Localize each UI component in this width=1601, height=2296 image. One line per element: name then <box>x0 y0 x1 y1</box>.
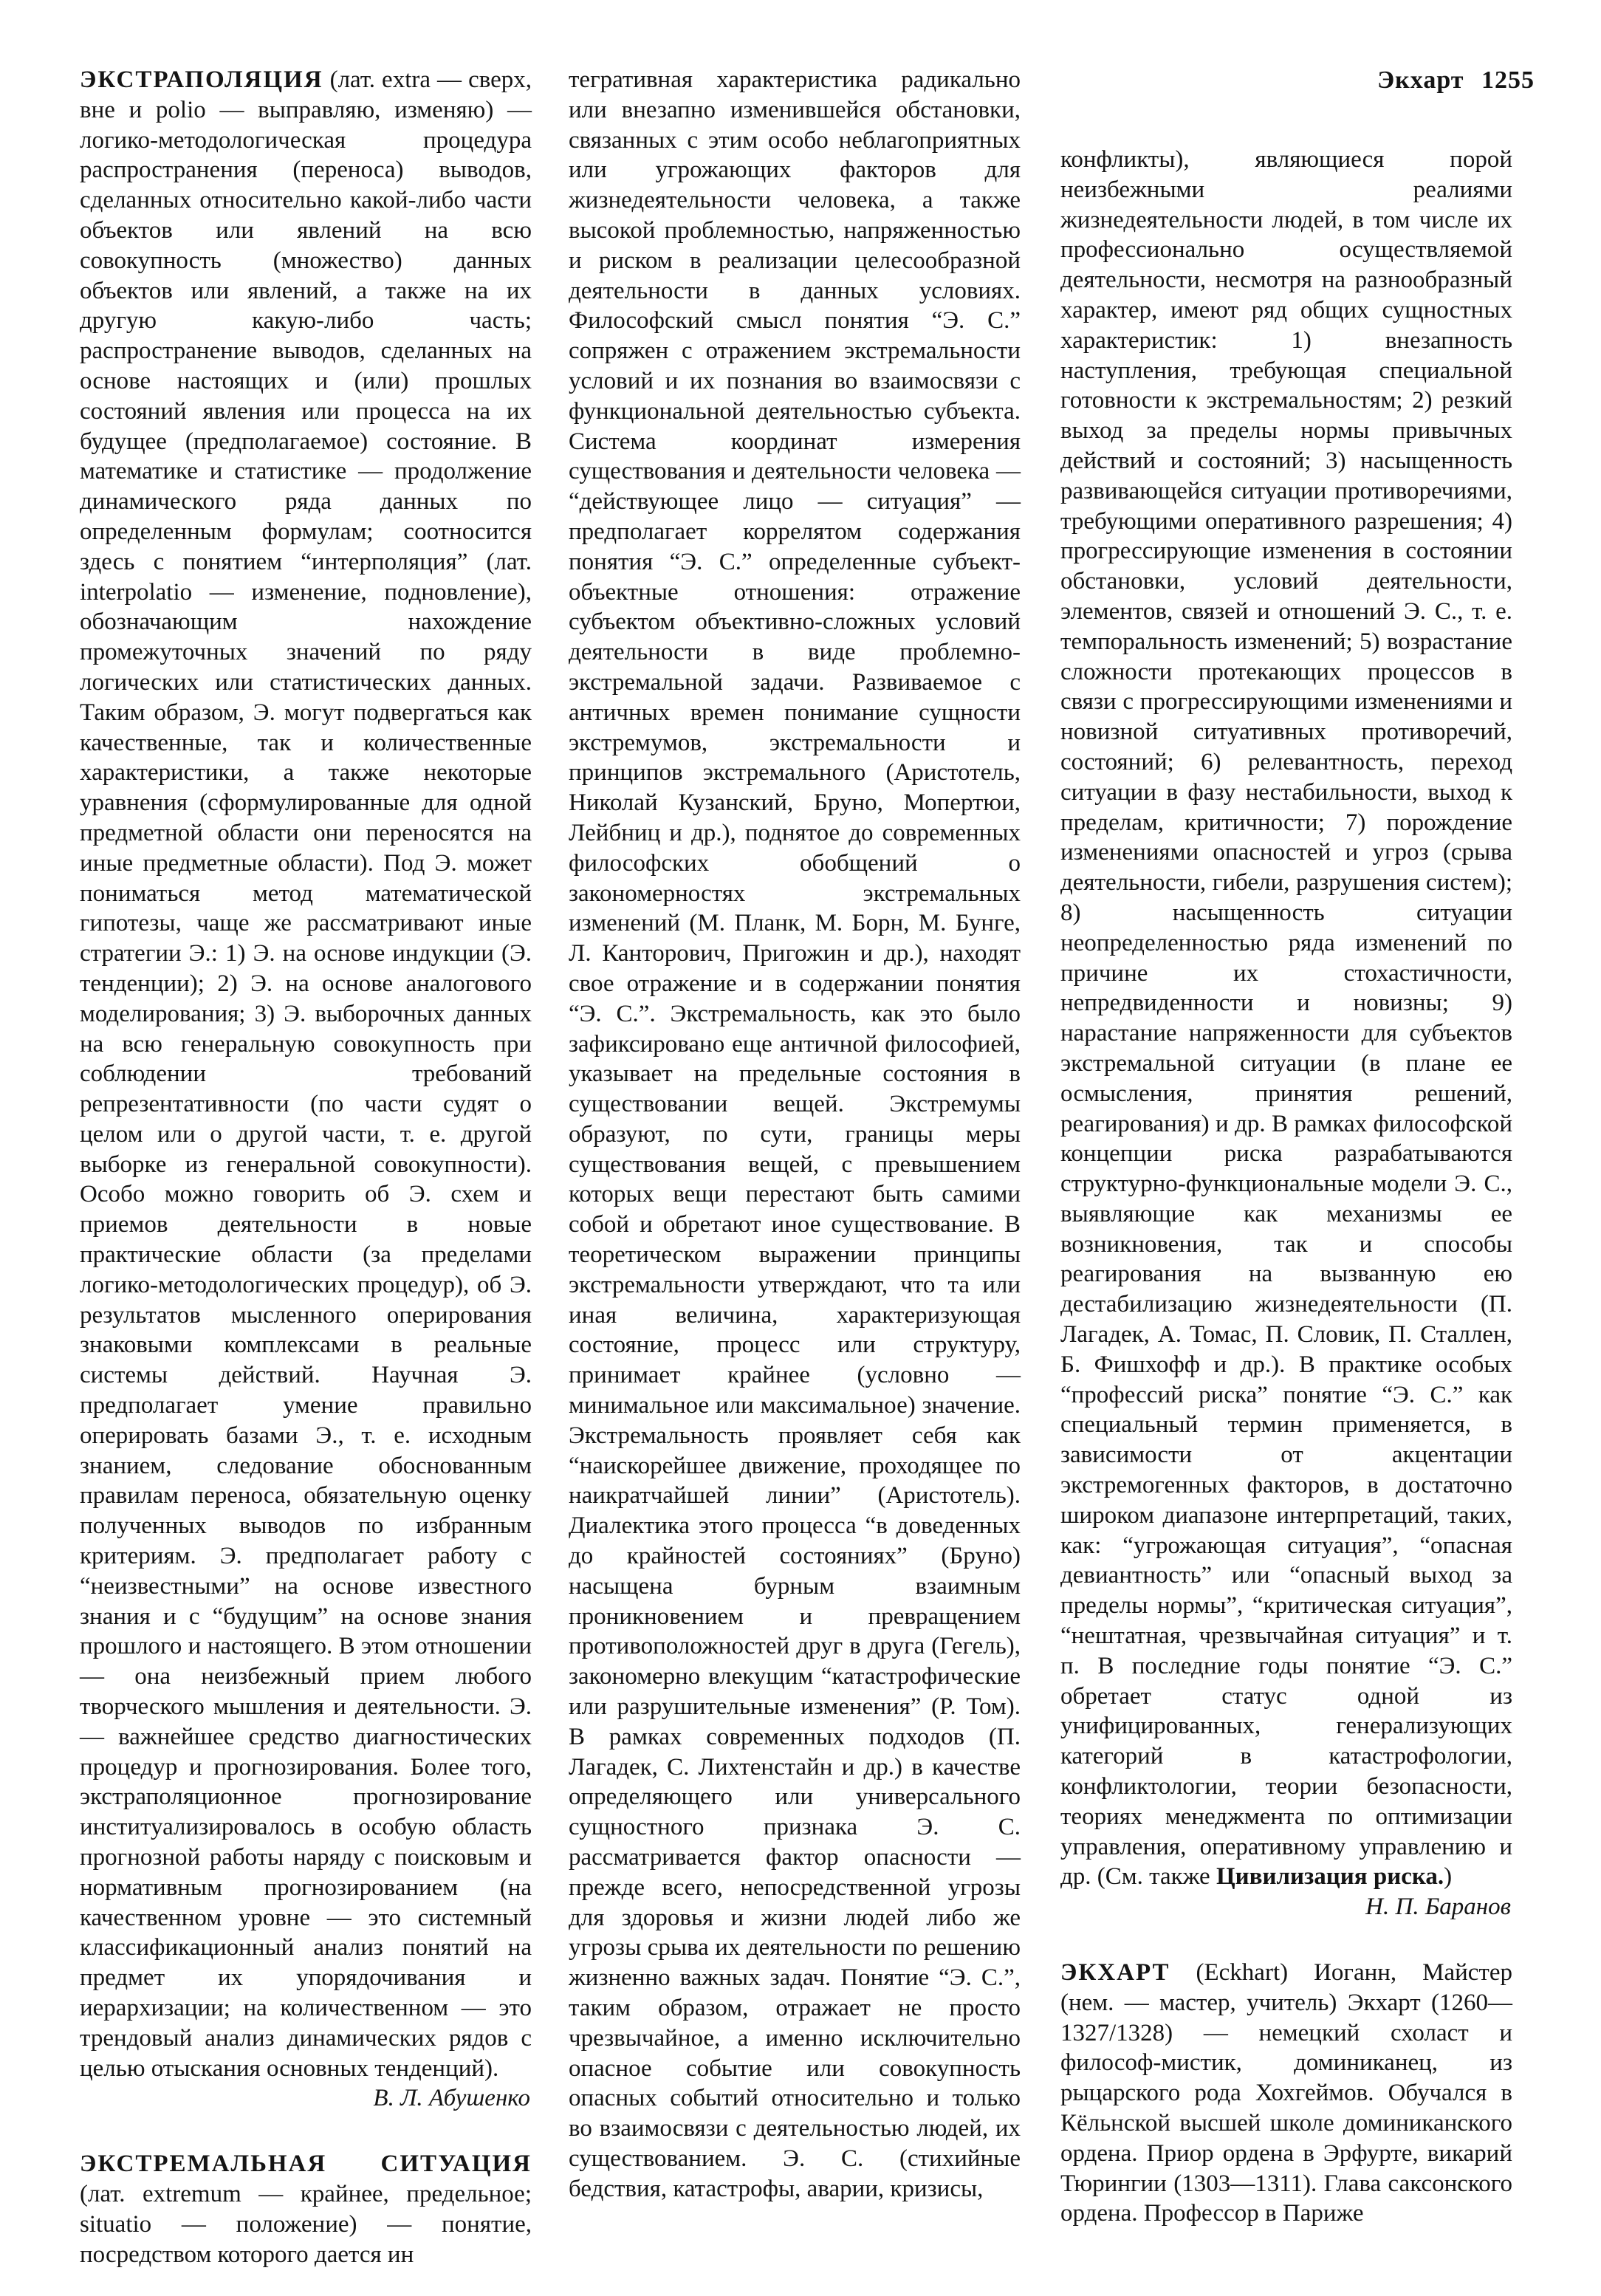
running-head-word: Экхарт <box>1377 66 1464 94</box>
column-2 <box>569 65 1021 2204</box>
entry-eckhart <box>1060 1958 1512 2229</box>
author-signature: В. Л. Абушенко <box>373 2085 530 2112</box>
headword: ЭКСТРАПОЛЯЦИЯ <box>80 66 323 93</box>
entry-gap <box>80 2114 532 2149</box>
entry-continuation <box>1060 145 1512 1892</box>
entry-extreme-situation <box>80 2149 532 2269</box>
headword: ЭКСТРЕМАЛЬНАЯ СИТУАЦИЯ <box>80 2151 532 2178</box>
cross-reference-link[interactable]: Цивилизация риска. <box>1216 1863 1444 1891</box>
entry-extrapolation <box>80 65 532 2083</box>
headword: ЭКХАРТ <box>1060 1959 1170 1987</box>
closing-paren: ) <box>1444 1863 1453 1891</box>
entry-body: (лат. extra — сверх, вне и polio — выправляю, изменяю) — логико-методологическая процедура распространения (переноса) выводов, сделанных относительно какой-либо части объектов или явлений на всю совокупность (множество) данных объектов или явлений, а также на их другую какую-либо часть; распространение выводов, сделанных на основе настоящих и (или) прошлых состояний явления или процесса на их будущее (предполагаемое) состояние. В математике и статистике — продолжение динамического ряда данных по определенным формулам; соотносится здесь с понятием “интерполяция” (лат. interpolatio — изменение, подновление), обозначающим нахождение промежуточных значений по ряду логических или статистических данных. Таким образом, Э. могут подвергаться как качественные, так и количественные характеристики, а также некоторые уравнения (сформулированные для одной предметной области они переносятся на иные предметные области). Под Э. может пониматься метод математической гипотезы, чаще же рассматривают иные стратегии Э.: 1) Э. на основе индукции (Э. тенденции); 2) Э. на основе аналогового моделирования; 3) Э. выборочных данных на всю генеральную совокупность при соблюдении требований репрезентативности (по части судят о целом или о другой части, т. е. другой выборке из генеральной совокупности). Особо можно говорить об Э. схем и приемов деятельности в новые практические области (за пределами логико-методологических процедур), об Э. результатов мысленного оперирования знаковыми комплексами в реальные системы действий. Научная Э. предполагает умение правильно оперировать базами Э., т. е. исходным знанием, следование обоснованным правилам переноса, обязательную оценку полученных выводов по избранным критериям. Э. предполагает работу с “неизвестными” на основе известного знания и с “будущим” на основе знания прошлого и настоящего. В этом отношении — она неизбежный прием любого творческого мышления и деятельности. Э. — важнейшее средство диагностических процедур и прогнозирования. Более того, экстраполяционное прогнозирование институализировалось в особую область прогнозной работы наряду с поисковым и нормативным прогнозированием (на качественном уровне — это системный классификационный анализ понятий на предмет их упорядочивания и иерархизации; на количественном — это трендовый анализ динамических рядов с целью отыскания основных тенденций). <box>80 66 532 2082</box>
entry-body: (Eckhart) Иоганн, Майстер (нем. — мастер, учитель) Экхарт (1260—1327/1328) — немецкий схоласт и философ-мистик, доминиканец, из рыцарского рода Хохгеймов. Обучался в Кёльнской высшей школе доминиканского ордена. Приор ордена в Эрфурте, викарий Тюрингии (1303—1311). Глава саксонского ордена. Профессор в Париже <box>1060 1959 1512 2227</box>
entry-gap <box>1060 1922 1512 1958</box>
entry-continuation: тегративная характеристика радикально или внезапно изменившейся обстановки, связанных с этим особо неблагоприятных или угрожающих факторов для жизнедеятельности человека, а также высокой проблемностью, напряженностью и риском в реализации целесообразной деятельности в данных условиях. Философский смысл понятия “Э. С.” сопряжен с отражением экстремальности условий и их познания во взаимосвязи с функциональной деятельностью субъекта. Система координат измерения существования и деятельности человека — “действующее лицо — ситуация” — предполагает коррелятом содержания понятия “Э. С.” определенные субъект-объектные отношения: отражение субъектом объективно-сложных условий деятельности в виде проблемно-экстремальной задачи. Развиваемое с античных времен понимание сущности экстремумов, экстремальности и принципов экстремального (Аристотель, Николай Кузанский, Бруно, Мопертюи, Лейбниц и др.), поднятое до современных философских обобщений о закономерностях экстремальных изменений (М. Планк, М. Борн, М. Бунге, Л. Канторович, Пригожин и др.), находят свое отражение и в содержании понятия “Э. С.”. Экстремальность, как это было зафиксировано еще античной философией, указывает на предельные состояния в существовании вещей. Экстремумы образуют, по сути, границы меры существования вещей, с превышением которых вещи перестают быть самими собой и обретают иное существование. В теоретическом выражении принципы экстремальности утверждают, что та или иная величина, характеризующая состояние, процесс или структуру, принимает крайнее (условно — минимальное или максимальное) значение. Экстремальность проявляет себя как “наискорейшее движение, проходящее по наикратчайшей линии” (Аристотель). Диалектика этого процесса “в доведенных до крайностей состояниях” (Бруно) насыщена бурным взаимным проникновением и превращением противоположностей друг в друга (Гегель), закономерно влекущим “катастрофические или разрушительные изменения” (Р. Том). В рамках современных подходов (П. Лагадек, С. Лихтенстайн и др.) в качестве определяющего или универсального сущностного признака Э. С. рассматривается фактор опасности — прежде всего, непосредственной угрозы для здоровья и жизни людей либо же угрозы срыва их деятельности по решению жизненно важных задач. Понятие “Э. С.”, таким образом, отражает не просто чрезвычайное, а именно исключительно опасное событие или совокупность опасных событий относительно и только во взаимосвязи с деятельностью людей, их существованием. Э. С. (стихийные бедствия, катастрофы, аварии, кризисы, <box>569 66 1021 2202</box>
running-head <box>1377 66 1535 95</box>
column-3 <box>1060 145 1512 2229</box>
entry-body: конфликты), являющиеся порой неизбежными реалиями жизнедеятельности людей, в том числе их профессионально осуществляемой деятельности, несмотря на разнообразный характер, имеют ряд общих сущностных характеристик: 1) внезапность наступления, требующая специальной готовности к экстремальностям; 2) резкий выход за пределы нормы привычных действий и состояний; 3) насыщенность развивающейся ситуации противоречиями, требующими оперативного разрешения; 4) прогрессирующие изменения в состоянии обстановки, условий деятельности, элементов, связей и отношений Э. С., т. е. темпоральность изменений; 5) возрастание сложности протекающих процессов в связи с прогрессирующими изменениями и новизной ситуативных противоречий, состояний; 6) релевантность, переход ситуации в фазу нестабильности, выход к пределам, критичности; 7) порождение изменениями опасностей и угроз (срыва деятельности, гибели, разрушения систем); 8) насыщенность ситуации неопределенностью ряда изменений по причине их стохастичности, непредвиденности и новизны; 9) нарастание напряженности для субъектов экстремальной ситуации (в плане ее осмысления, принятия решений, реагирования) и др. В рамках философской концепции риска разрабатываются структурно-функциональные модели Э. С., выявляющие как механизмы ее возникновения, так и способы реагирования на вызванную ею дестабилизацию жизнедеятельности (П. Лагадек, А. Томас, П. Словик, П. Сталлен, Б. Фишхофф и др.). В практике особых “профессий риска” понятие “Э. С.” как специальный термин применяется, в зависимости от акцентации экстремогенных факторов, в достаточно широком диапазоне интерпретаций, таких, как: “угрожающая ситуация”, “опасная девиантность” или “опасный выход за пределы нормы”, “критическая ситуация”, “нештатная, чрезвычайная ситуация” и т. п. В последние годы понятие “Э. С.” обретает статус одной из унифицированных, генерализующих категорий в катастрофологии, конфликтологии, теории безопасности, теориях менеджмента по оптимизации управления, оперативному управлению и др. (См. также <box>1060 146 1512 1891</box>
author-signature: Н. П. Баранов <box>1365 1894 1511 1921</box>
column-1 <box>80 65 532 2269</box>
page-number: 1255 <box>1481 66 1535 94</box>
entry-body: (лат. extremum — крайнее, предельное; situatio — положение) — понятие, посредством которого дается ин <box>80 2180 532 2268</box>
